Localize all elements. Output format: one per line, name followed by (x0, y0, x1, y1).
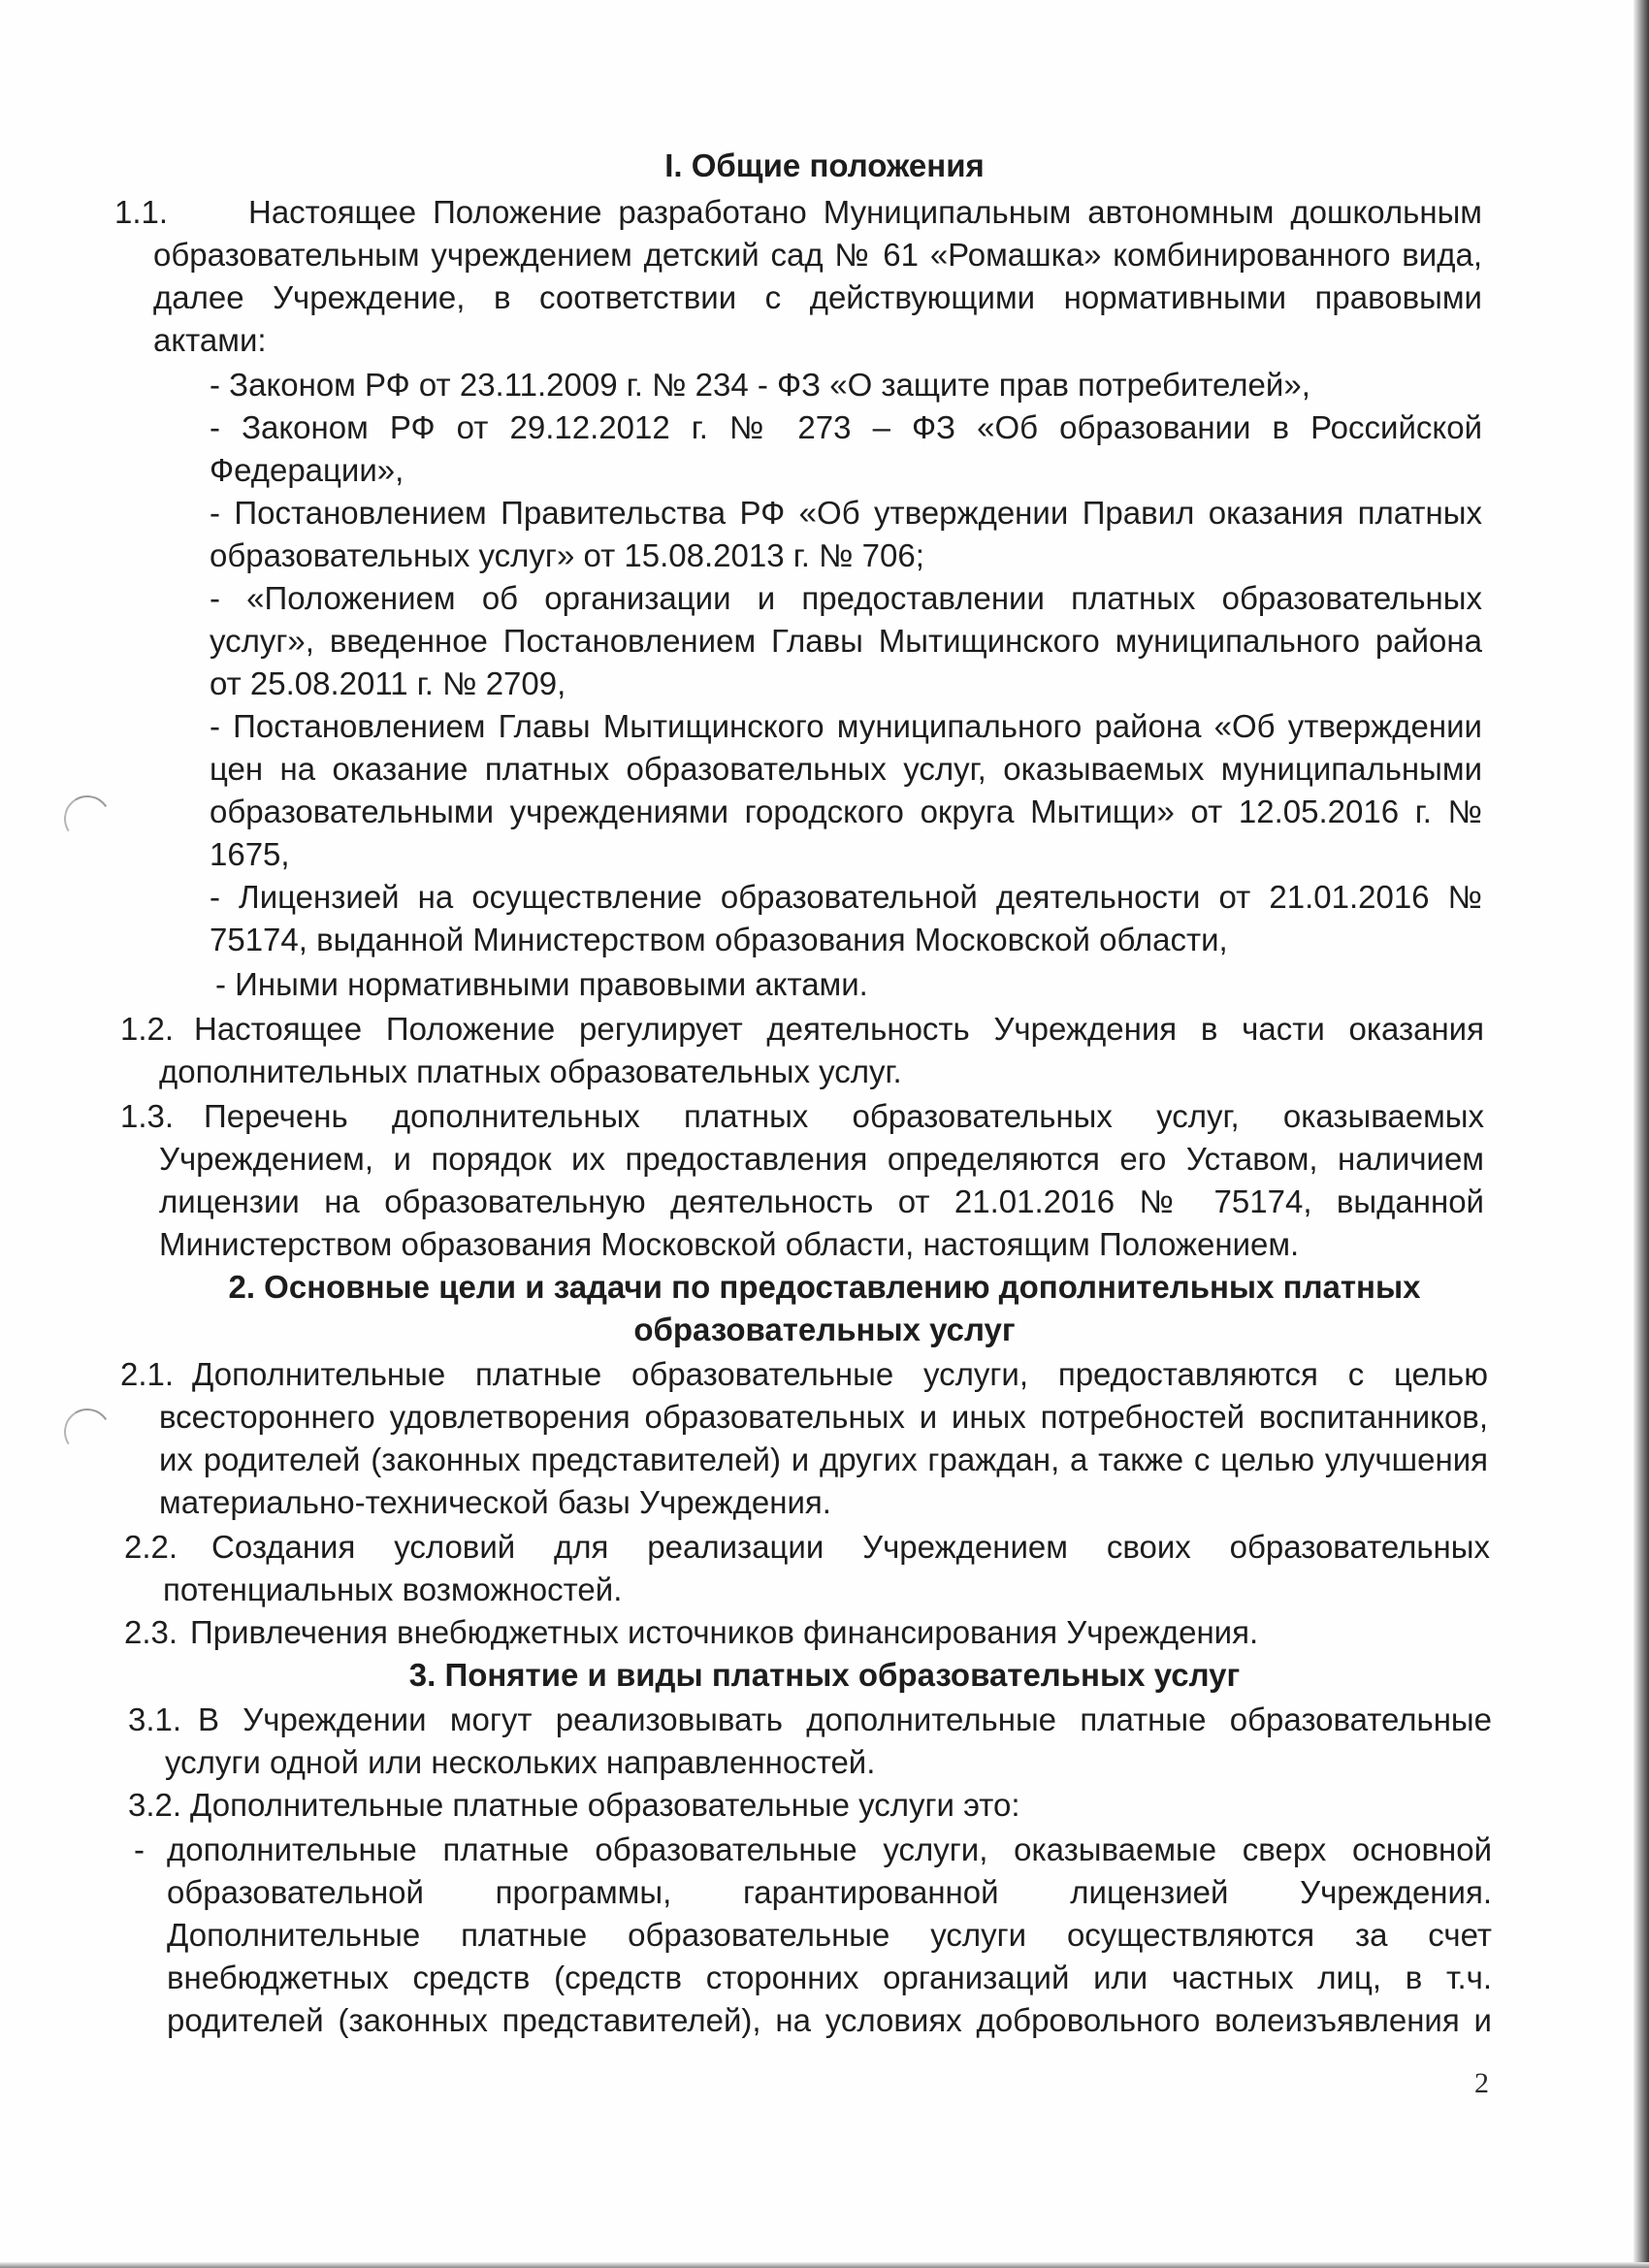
clause-3-2-number: 3.2. (128, 1787, 182, 1823)
punch-hole-upper (60, 792, 115, 847)
clause-1-1-line: далее Учреждение, в соответствии с действующими нормативными правовыми (153, 279, 1482, 315)
legal-basis-item: 1675, (210, 836, 290, 872)
clause-3-2-line: Дополнительные платные образовательные услуги это: (190, 1787, 1020, 1823)
clause-2-1-line: всестороннего удовлетворения образовательных и иных потребностей воспитанников, (159, 1399, 1488, 1435)
legal-basis-item: - Законом РФ от 29.12.2012 г. № 273 – ФЗ «Об образовании в Российской (210, 409, 1482, 445)
legal-basis-item: - Постановлением Главы Мытищинского муниципального района «Об утверждении (210, 708, 1482, 744)
clause-1-3-line: Перечень дополнительных платных образовательных услуг, оказываемых (204, 1098, 1484, 1134)
dash-item-line: дополнительные платные образовательные услуги, оказываемые сверх основной (167, 1831, 1492, 1867)
clause-1-2-number: 1.2. (120, 1011, 175, 1047)
clause-3-1-line: услуги одной или нескольких направленностей. (165, 1744, 876, 1780)
legal-basis-item: цен на оказание платных образовательных услуг, оказываемых муниципальными (210, 751, 1482, 787)
legal-basis-item: образовательными учреждениями городского округа Мытищи» от 12.05.2016 г. № (210, 794, 1482, 829)
clause-2-1-line: их родителей (законных представителей) и других граждан, а также с целью улучшения (159, 1442, 1488, 1477)
section-1-heading: I. Общие положения (664, 147, 985, 183)
punch-hole-lower (60, 1405, 115, 1460)
clause-3-1-number: 3.1. (128, 1701, 182, 1737)
clause-2-1-line: материально-технической базы Учреждения. (159, 1484, 831, 1520)
clause-1-3-line: Учреждением, и порядок их предоставления определяются его Уставом, наличием (159, 1141, 1484, 1177)
clause-1-3-number: 1.3. (120, 1098, 175, 1134)
clause-2-1-line: Дополнительные платные образовательные услуги, предоставляются с целью (192, 1356, 1488, 1392)
clause-2-3-line: Привлечения внебюджетных источников финансирования Учреждения. (190, 1614, 1259, 1650)
dash-item-line: родителей (законных представителей), на условиях добровольного волеизъявления и (167, 2002, 1492, 2038)
legal-basis-item: Федерации», (210, 452, 404, 488)
page-number: 2 (1474, 2067, 1489, 2099)
clause-2-2-line: потенциальных возможностей. (163, 1571, 623, 1607)
clause-1-1-line: актами: (153, 322, 267, 358)
legal-basis-item: от 25.08.2011 г. № 2709, (210, 665, 566, 701)
clause-3-1-line: В Учреждении могут реализовывать дополнительные платные образовательные (198, 1701, 1492, 1737)
section-2-heading: 2. Основные цели и задачи по предоставлению дополнительных платных (228, 1269, 1421, 1305)
legal-basis-item: услуг», введенное Постановлением Главы Мытищинского муниципального района (210, 623, 1482, 659)
dash-item-line: образовательной программы, гарантированной лицензией Учреждения. (167, 1874, 1492, 1910)
legal-basis-item: - Постановлением Правительства РФ «Об утверждении Правил оказания платных (210, 495, 1482, 531)
section-3-heading: 3. Понятие и виды платных образовательных услуг (408, 1657, 1241, 1693)
clause-1-2-line: дополнительных платных образовательных услуг. (159, 1053, 902, 1089)
clause-2-2-line: Создания условий для реализации Учреждением своих образовательных (211, 1529, 1490, 1565)
section-2-heading: образовательных услуг (633, 1312, 1016, 1347)
scan-edge-bottom (0, 2262, 1649, 2268)
clause-1-1-line: Настоящее Положение разработано Муниципальным автономным дошкольным (248, 194, 1482, 230)
scan-edge-right (1633, 0, 1649, 2268)
clause-1-1-number: 1.1. (114, 194, 169, 230)
clause-1-3-line: Министерством образования Московской области, настоящим Положением. (159, 1226, 1300, 1262)
legal-basis-item: - «Положением об организации и предоставлении платных образовательных (210, 580, 1482, 616)
clause-2-1-number: 2.1. (120, 1356, 175, 1392)
legal-basis-item: - Лицензией на осуществление образовательной деятельности от 21.01.2016 № (210, 879, 1482, 915)
clause-1-3-line: лицензии на образовательную деятельность от 21.01.2016 № 75174, выданной (159, 1183, 1484, 1219)
legal-basis-item: - Законом РФ от 23.11.2009 г. № 234 - ФЗ «О защите прав потребителей», (210, 367, 1310, 403)
legal-basis-item: образовательных услуг» от 15.08.2013 г. № 706; (210, 537, 924, 573)
clause-2-2-number: 2.2. (124, 1529, 178, 1565)
clause-1-1-line: образовательным учреждением детский сад № 61 «Ромашка» комбинированного вида, (153, 237, 1482, 273)
dash-item-marker: - (134, 1831, 145, 1867)
clause-2-3-number: 2.3. (124, 1614, 178, 1650)
dash-item-line: внебюджетных средств (средств сторонних организаций или частных лиц, в т.ч. (167, 1960, 1492, 1995)
clause-1-2-line: Настоящее Положение регулирует деятельность Учреждения в части оказания (194, 1011, 1484, 1047)
legal-basis-item: - Иными нормативными правовыми актами. (215, 966, 868, 1002)
legal-basis-item: 75174, выданной Министерством образования Московской области, (210, 922, 1228, 957)
dash-item-line: Дополнительные платные образовательные услуги осуществляются за счет (167, 1917, 1492, 1953)
